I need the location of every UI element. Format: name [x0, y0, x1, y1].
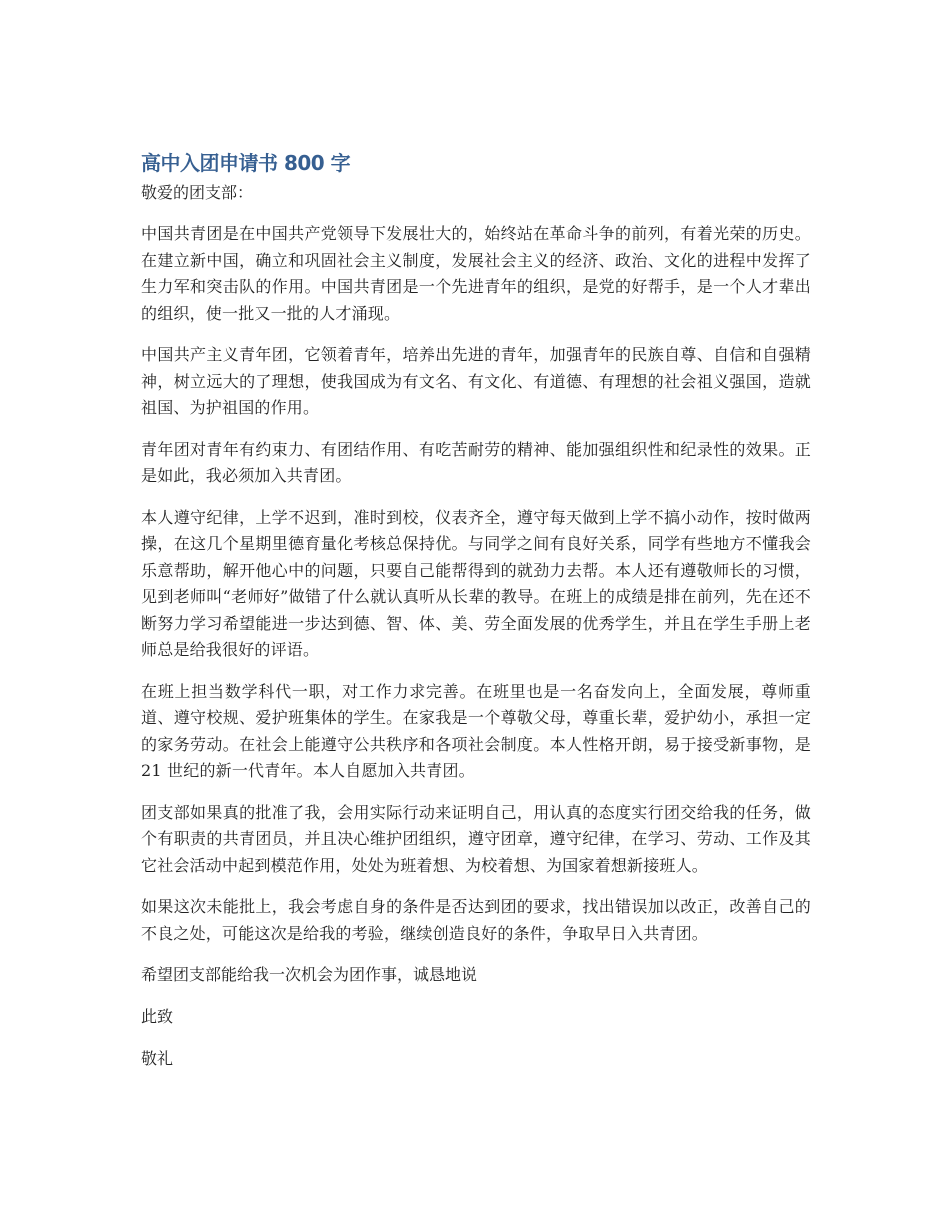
paragraph: 如果这次未能批上，我会考虑自身的条件是否达到团的要求，找出错误加以改正，改善自己的不良之处，可能这次是给我的考验，继续创造良好的条件，争取早日入共青团。 [141, 897, 811, 943]
paragraph: 本人遵守纪律，上学不迟到，准时到校，仪表齐全，遵守每天做到上学不搞小动作，按时做两操，在这几个星期里德育量化考核总保持优。与同学之间有良好关系，同学有些地方不懂我会乐意帮助，解开他心中的问题，只要自己能帮得到的就劲力去帮。本人还有遵敬师长的习惯，见到老师叫“老师好”做错了什么就认真听从长辈的教导。在班上的成绩是排在前列，先在还不断努力学习希望能进一步达到德、智、体、美、劳全面发展的优秀学生，并且在学生手册上老师总是给我很好的评语。 [141, 507, 811, 659]
closing-regards: 敬礼 [141, 1049, 174, 1068]
salutation: 敬爱的团支部： [141, 183, 254, 202]
paragraph: 团支部如果真的批准了我，会用实际行动来证明自己，用认真的态度实行团交给我的任务，做个有职责的共青团员，并且决心维护团组织，遵守团章，遵守纪律，在学习、劳动、工作及其它社会活动中起到模范作用，处处为班着想、为校着想、为国家着想新接班人。 [141, 802, 811, 875]
document-page [141, 146, 811, 1088]
paragraph: 在班上担当数学科代一职，对工作力求完善。在班里也是一名奋发向上，全面发展，尊师重道、遵守校规、爱护班集体的学生。在家我是一个尊敬父母，尊重长辈，爱护幼小，承担一定的家务劳动。在社会上能遵守公共秩序和各项社会制度。本人性格开朗，易于接受新事物，是 21 世纪的新一代青年。本人自愿加入共青团。 [141, 681, 811, 780]
closing-salutation: 此致 [141, 1007, 174, 1026]
paragraph: 中国共产主义青年团，它领着青年，培养出先进的青年，加强青年的民族自尊、自信和自强精神，树立远大的了理想，使我国成为有文名、有文化、有道德、有理想的社会祖义强国，造就祖国、为护祖国的作用。 [141, 345, 811, 417]
document-title: 高中入团申请书 800 字 [141, 151, 351, 175]
paragraph: 希望团支部能给我一次机会为团作事，诚恳地说 [141, 965, 478, 984]
paragraph: 中国共青团是在中国共产党领导下发展壮大的，始终站在革命斗争的前列，有着光荣的历史。在建立新中国，确立和巩固社会主义制度，发展社会主义的经济、政治、文化的进程中发挥了生力军和突击队的作用。中国共青团是一个先进青年的组织，是党的好帮手，是一个人才辈出的组织，使一批又一批的人才涌现。 [141, 224, 811, 323]
paragraph: 青年团对青年有约束力、有团结作用、有吃苦耐劳的精神、能加强组织性和纪录性的效果。正是如此，我必须加入共青团。 [141, 439, 811, 485]
